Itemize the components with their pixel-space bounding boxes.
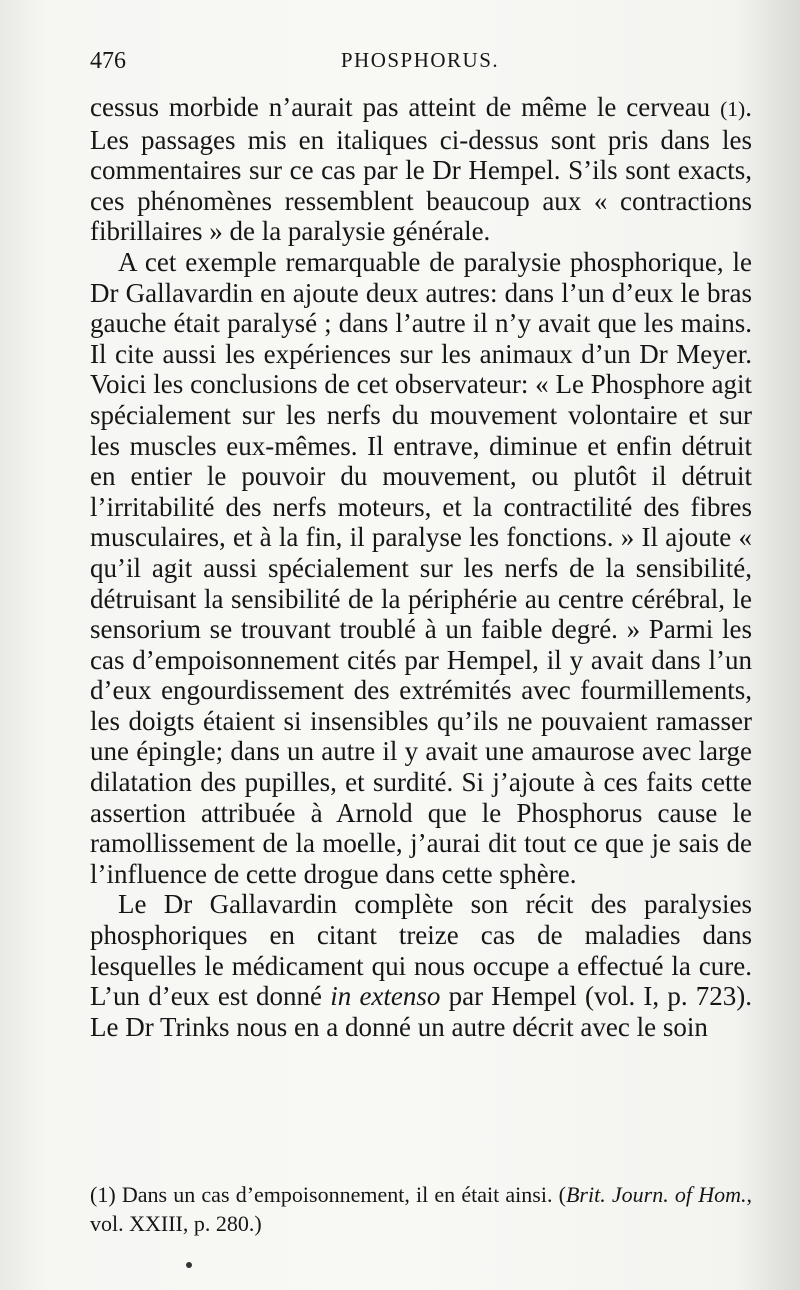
page-header (90, 48, 750, 78)
footnote-italic-journal-2: Journ. of Hom. (611, 1182, 747, 1207)
footnote (90, 1180, 752, 1238)
footnote-text-a: (1) Dans un cas d’empoisonnement, il en était ainsi. ( (90, 1182, 566, 1207)
footnote-italic-journal: Brit. (565, 1182, 606, 1207)
paragraph-3-text-a: Le Dr Gallavardin complète son récit des paralysies phosphoriques en citant treize cas de maladies dans lesquelles le médicament qui nous occupe a effectué la cure. L’un d’eux est donné (90, 889, 752, 1012)
body-text (90, 92, 752, 1042)
paragraph-3 (90, 889, 752, 1042)
footnote-text-b: , vol. XXIII, p. 280.) (90, 1182, 752, 1236)
paragraph-3-italic: in extenso (330, 981, 441, 1012)
running-title: PHOSPHORUS. (340, 48, 500, 72)
paragraph-1-text-b: . Les passages mis en italiques ci-dessus sont pris dans les commentaires sur ce cas par le Dr Hempel. S’ils sont exacts, ces phénomènes ressemblent beaucoup aux « contractions fibrillaires » de la paralysie générale. (90, 92, 752, 247)
footnote-reference: (1) (720, 97, 746, 121)
paragraph-1 (90, 92, 752, 247)
printer-mark (186, 1262, 192, 1268)
page-number: 476 (90, 48, 126, 74)
paragraph-3-text-b: par Hempel (vol. I, p. 723). Le Dr Trinks nous en a donné un autre décrit avec le soin (90, 981, 753, 1042)
paragraph-2: A cet exemple remarquable de paralysie phosphorique, le Dr Gallavardin en ajoute deux autres: dans l’un d’eux le bras gauche était paralysé ; dans l’autre il n’y avait que les mains. Il cite aussi les expériences sur les animaux d’un Dr Meyer. Voici les conclusions de cet observateur: « Le Phosphore agit spécialement sur les nerfs du mouvement volontaire et sur les muscles eux-mêmes. Il entrave, diminue et enfin détruit en entier le pouvoir du mouvement, ou plutôt il détruit l’irritabilité des nerfs moteurs, et la contractilité des fibres musculaires, et à la fin, il paralyse les fonctions. » Il ajoute « qu’il agit aussi spécialement sur les nerfs de la sensibilité, détruisant la sensibilité de la périphérie au centre cérébral, le sensorium se trouvant troublé à un faible degré. » Parmi les cas d’empoisonnement cités par Hempel, il y avait dans l’un d’eux engourdissement des extrémités avec fourmillements, les doigts étaient si insensibles qu’ils ne pouvaient ramasser une épingle; dans un autre il y avait une amaurose avec large dilatation des pupilles, et surdité. Si j’ajoute à ces faits cette assertion attribuée à Arnold que le Phosphorus cause le ramollissement de la moelle, j’aurai dit tout ce que je sais de l’influence de cette drogue dans cette sphère. (90, 246, 752, 889)
paragraph-1-text-a: cessus morbide n’aurait pas atteint de même le cerveau (90, 92, 721, 122)
